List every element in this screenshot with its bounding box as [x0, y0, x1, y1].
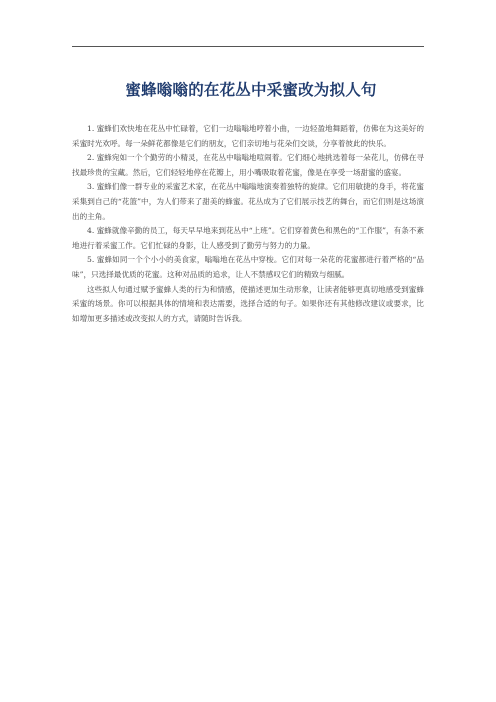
summary-paragraph: 这些拟人句通过赋予蜜蜂人类的行为和情感，使描述更加生动形象，让读者能够更真切地感受到蜜蜂采蜜的场景。你可以根据具体的情境和表达需要，选择合适的句子。如果你还有其他修改建议或要求，比如增加更多描述或改变拟人的方式，请随时告诉我。	[72, 284, 424, 323]
document-title: 蜜蜂嗡嗡的在花丛中采蜜改为拟人句	[125, 81, 377, 99]
document-body	[72, 122, 424, 326]
paragraph-1: 1. 蜜蜂们欢快地在花丛中忙碌着，它们一边嗡嗡地哼着小曲，一边轻盈地舞蹈着，仿佛在为这美好的采蜜时光欢呼。每一朵鲜花都像是它们的朋友，它们亲切地与花朵们交谈，分享着彼此的快乐。	[72, 124, 424, 148]
paragraph-3: 3. 蜜蜂们像一群专业的采蜜艺术家，在花丛中嗡嗡地演奏着独特的旋律。它们用敏捷的身手，将花蜜采集到自己的“花篮”中，为人们带来了甜美的蜂蜜。花丛成为了它们展示技艺的舞台，而它们则是这场演出的主角。	[72, 182, 424, 221]
paragraph-4: 4. 蜜蜂就像辛勤的员工，每天早早地来到花丛中“上班”。它们穿着黄色和黑色的“工作服”，有条不紊地进行着采蜜工作。它们忙碌的身影，让人感受到了勤劳与努力的力量。	[72, 226, 424, 250]
paragraph-5: 5. 蜜蜂如同一个个小小的美食家，嗡嗡地在花丛中穿梭。它们对每一朵花的花蜜都进行着严格的“品味”，只选择最优质的花蜜。这种对品质的追求，让人不禁感叹它们的精致与细腻。	[72, 255, 424, 279]
header-divider	[72, 46, 424, 47]
paragraph-2: 2. 蜜蜂宛如一个个勤劳的小精灵，在花丛中嗡嗡地喧闹着。它们细心地挑选着每一朵花儿，仿佛在寻找最珍贵的宝藏。然后，它们轻轻地停在花瓣上，用小嘴吸取着花蜜，像是在享受一场甜蜜的盛宴。	[72, 153, 424, 177]
